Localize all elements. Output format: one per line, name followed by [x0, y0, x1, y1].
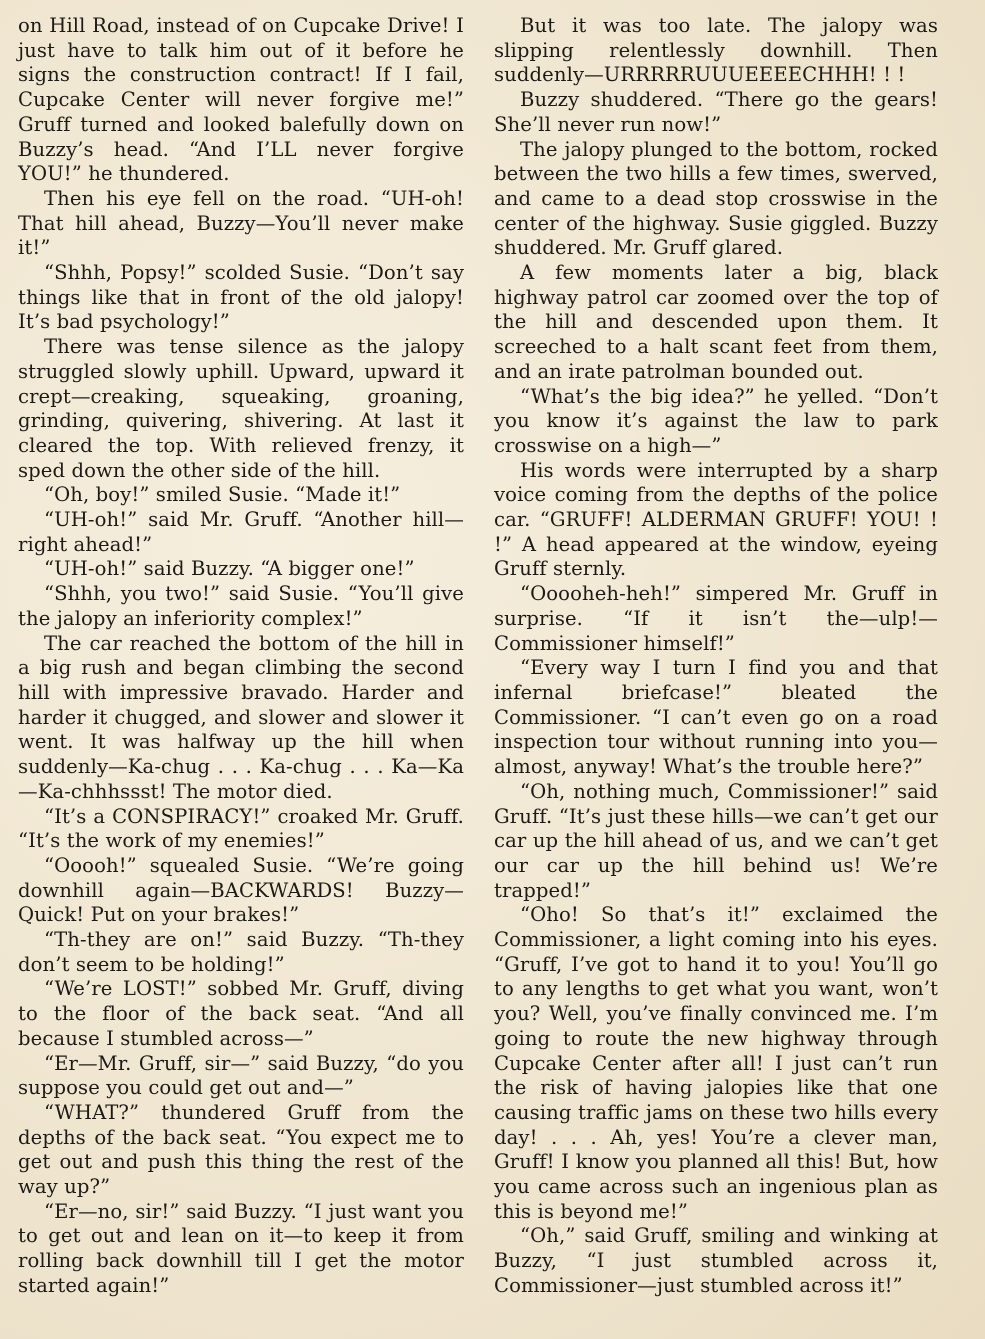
paragraph: Then his eye fell on the road. “UH-oh! That hill ahead, Buzzy—You’ll never make it!” — [18, 186, 464, 260]
paragraph: “UH-oh!” said Mr. Gruff. “Another hill—right ahead!” — [18, 508, 464, 556]
paragraph: The car reached the bottom of the hill in a big rush and began climbing the second hill with impressive bravado. Harder and harder it chugged, and slower and slower it went. It was halfway up the hill when suddenly—Ka-chug . . . Ka-chug . . . Ka—Ka—Ka-chhhssst! The motor died. — [18, 631, 464, 803]
paragraph: “Oho! So that’s it!” exclaimed the Commissioner, a light coming into his eyes. “Gruff, I’ve got to hand it to you! You’ll go to any lengths to get what you want, won’t you? Well, you’ve finally convinced me. I’m going to route the new highway through Cupcake Center after all! I just can’t run the risk of having jalopies like that one causing traffic jams on these two hills every day! . . . Ah, yes! You’re a clever man, Gruff! I know you planned all this! But, how you came across such an ingenious plan as this is beyond me!” — [494, 903, 938, 1223]
paragraph: “What’s the big idea?” he yelled. “Don’t you know it’s against the law to park crosswise on a high—” — [494, 384, 938, 457]
paragraph: “Oh,” said Gruff, smiling and winking at Buzzy, “I just stumbled across it, Commissioner—just stumbled across it!” — [494, 1224, 938, 1297]
paragraph: “Th-they are on!” said Buzzy. “Th-they don’t seem to be holding!” — [18, 928, 464, 976]
left-column — [18, 14, 464, 1299]
paragraph: “Oh, nothing much, Commissioner!” said Gruff. “It’s just these hills—we can’t get our car up the hill ahead of us, and we can’t get our car up the hill behind us! We’re trapped!” — [494, 779, 938, 902]
paragraph: “Ooooheh-heh!” simpered Mr. Gruff in surprise. “If it isn’t the—ulp!—Commissioner himself!” — [494, 582, 938, 655]
paragraph: “Er—no, sir!” said Buzzy. “I just want you to get out and lean on it—to keep it from rolling back downhill till I get the motor started again!” — [18, 1199, 464, 1297]
paragraph: Buzzy shuddered. “There go the gears! She’ll never run now!” — [494, 88, 938, 136]
paragraph: “Oh, boy!” smiled Susie. “Made it!” — [44, 483, 401, 507]
paragraph: “It’s a CONSPIRACY!” croaked Mr. Gruff. “It’s the work of my enemies!” — [18, 804, 464, 853]
paragraph: “Shhh, you two!” said Susie. “You’ll give the jalopy an inferiority complex!” — [18, 582, 464, 630]
paragraph: “UH-oh!” said Buzzy. “A bigger one!” — [44, 557, 415, 581]
paragraph: His words were interrupted by a sharp voice coming from the depths of the police car. “GRUFF! ALDERMAN GRUFF! YOU! ! !” A head appeared at the window, eyeing Gruff sternly. — [494, 458, 938, 581]
paragraph: “Er—Mr. Gruff, sir—” said Buzzy, “do you suppose you could get out and—” — [18, 1051, 464, 1100]
right-column — [494, 14, 938, 1299]
paragraph: “Ooooh!” squealed Susie. “We’re going downhill again—BACKWARDS! Buzzy—Quick! Put on your brakes!” — [18, 853, 464, 927]
paragraph: The jalopy plunged to the bottom, rocked between the two hills a few times, swerved, and came to a dead stop crosswise in the center of the highway. Susie giggled. Buzzy shuddered. Mr. Gruff glared. — [494, 137, 938, 260]
paragraph: “Shhh, Popsy!” scolded Susie. “Don’t say things like that in front of the old jalopy! It’s bad psychology!” — [18, 261, 464, 334]
paragraph: “We’re LOST!” sobbed Mr. Gruff, diving to the floor of the back seat. “And all because I stumbled across—” — [18, 977, 464, 1050]
paragraph: A few moments later a big, black highway patrol car zoomed over the top of the hill and descended upon them. It screeched to a halt scant feet from them, and an irate patrolman bounded out. — [494, 261, 938, 383]
paragraph: on Hill Road, instead of on Cupcake Drive! I just have to talk him out of it before he signs the construction contract! If I fail, Cupcake Center will never forgive me!” Gruff turned and looked balefully down on Buzzy’s head. “And I’LL never forgive YOU!” he thundered. — [18, 14, 464, 186]
paragraph: “Every way I turn I find you and that infernal briefcase!” bleated the Commissioner. “I can’t even go on a road inspection tour without running into you—almost, anyway! What’s the trouble here?” — [494, 656, 938, 779]
paragraph: There was tense silence as the jalopy struggled slowly uphill. Upward, upward it crept—creaking, squeaking, groaning, grinding, quivering, shivering. At last it cleared the top. With relieved frenzy, it sped down the other side of the hill. — [18, 335, 464, 482]
paragraph: But it was too late. The jalopy was slipping relentlessly downhill. Then suddenly—URRRRRUUUEEEECHHH! ! ! — [494, 14, 938, 87]
paragraph: “WHAT?” thundered Gruff from the depths of the back seat. “You expect me to get out and push this thing the rest of the way up?” — [18, 1100, 464, 1199]
